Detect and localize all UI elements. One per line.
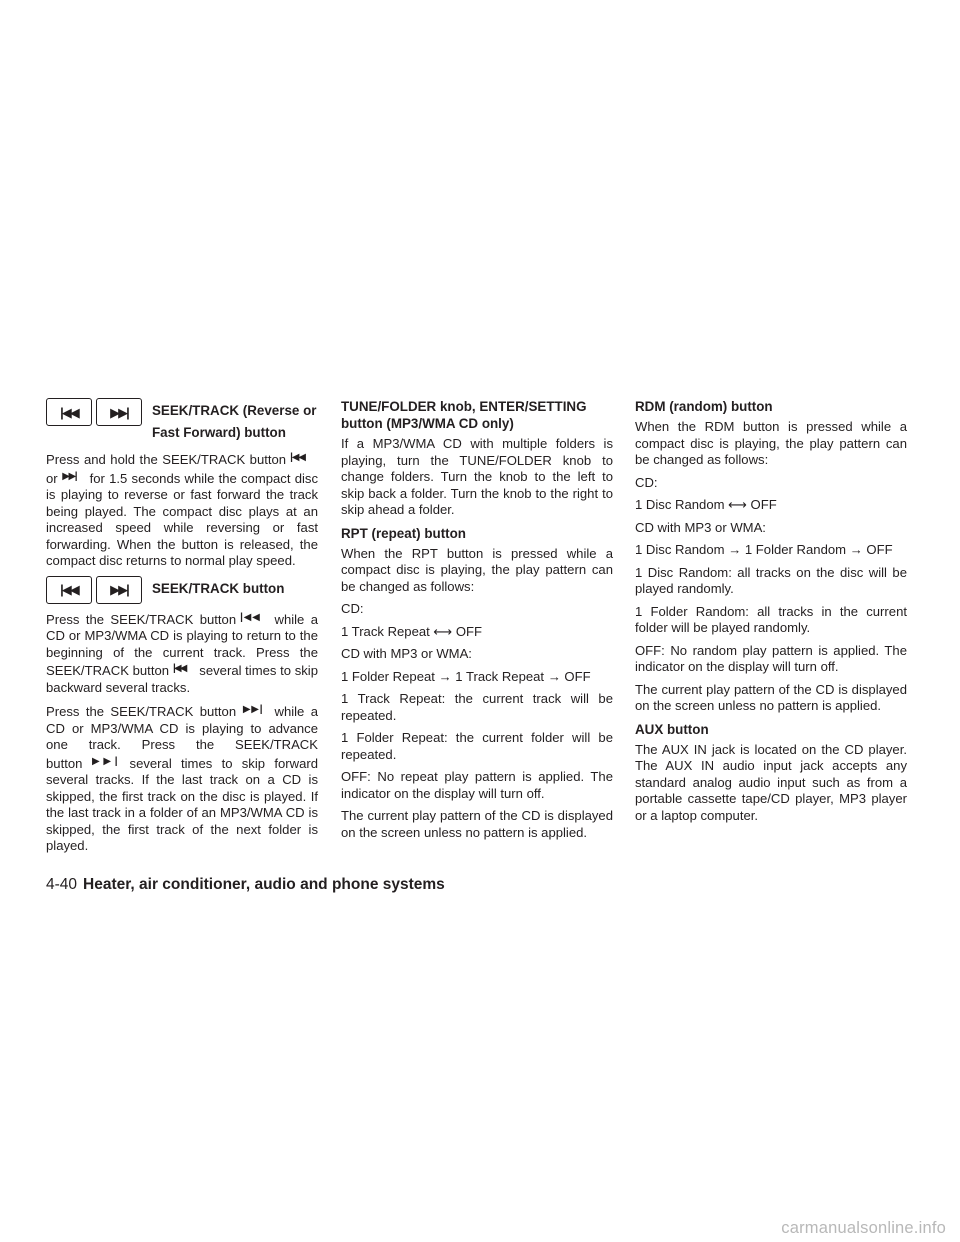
seek-track-heading [46, 398, 318, 444]
paragraph: CD: [635, 474, 658, 490]
skip-back-icon: |◀◀ [46, 576, 92, 604]
skip-forward-icon: ▶▶| [96, 398, 142, 426]
paragraph: 1 Disc Random → 1 Folder Random → OFF [635, 542, 893, 557]
skip-forward-icon: ▶▶| [86, 755, 116, 767]
skip-forward-icon: ▶▶| [61, 470, 76, 482]
text: Press the SEEK/TRACK button [46, 611, 237, 627]
seek-track-button-title: SEEK/TRACK button [152, 580, 285, 596]
paragraph: 1 Track Repeat ⟷ OFF [341, 623, 483, 639]
paragraph: 1 Folder Repeat: the current folder will be repeated. [341, 730, 613, 762]
paragraph: If a MP3/WMA CD with multiple folders is playing, turn the TUNE/FOLDER knob to change folders. Turn the knob to the left to skip back a folder. Turn the knob to the right to skip ahead a folder. [341, 436, 613, 517]
skip-back-icon: |◀◀ [240, 611, 261, 623]
seek-track-button-heading [46, 576, 318, 604]
text: while a CD or MP3/WMA CD is playing to return to the beginning of the current track. Press the SEEK/TRACK button [46, 611, 318, 678]
heading-line-1: SEEK/TRACK (Reverse or [152, 403, 317, 418]
paragraph: CD: [341, 601, 364, 616]
column-middle [341, 398, 613, 847]
paragraph [46, 702, 318, 855]
skip-forward-icon: ▶▶| [240, 704, 261, 715]
text: Press and hold the SEEK/TRACK button [46, 452, 287, 467]
skip-back-icon: |◀◀ [46, 398, 92, 426]
paragraph: When the RPT button is pressed while a compact disc is playing, the play pattern can be changed as follows: [341, 545, 613, 594]
text: or [46, 470, 58, 486]
aux-heading: AUX button [635, 721, 709, 737]
paragraph: CD with MP3 or WMA: [341, 646, 472, 661]
watermark: carmanualsonline.info [781, 1219, 946, 1237]
paragraph: 1 Folder Repeat → 1 Track Repeat → OFF [341, 668, 591, 684]
skip-forward-icon: ▶▶| [96, 576, 142, 604]
text: for 1.5 seconds while the compact disc is playing to reverse or fast forward the track being played. The compact disc plays at an increased speed while reversing or fast forwarding. When the button is released, the compact disc returns to normal play speed. [46, 470, 318, 568]
seek-track-keys [46, 398, 146, 426]
page-number: 4-40 [46, 876, 78, 893]
text: while a CD or MP3/WMA CD is playing to advance one track. Press the SEEK/TRACK button [46, 704, 318, 771]
paragraph: 1 Folder Random: all tracks in the current folder will be played randomly. [635, 603, 907, 635]
text: Press the SEEK/TRACK button [46, 704, 237, 719]
seek-track-heading-title [152, 400, 316, 444]
tune-folder-heading: TUNE/FOLDER knob, ENTER/SETTING button (MP3/WMA CD only) [341, 399, 587, 431]
paragraph: 1 Disc Random: all tracks on the disc will be played randomly. [635, 564, 907, 596]
paragraph [46, 610, 318, 697]
skip-back-icon: |◀◀ [173, 663, 186, 674]
paragraph: The AUX IN jack is located on the CD player. The AUX IN audio input jack accepts any standard analog audio input such as from a portable cassette tape/CD player, MP3 player or a laptop computer. [635, 741, 907, 823]
heading-line-2: Fast Forward) button [152, 425, 286, 440]
rdm-heading: RDM (random) button [635, 399, 773, 414]
column-left [46, 398, 318, 861]
paragraph: The current play pattern of the CD is displayed on the screen unless no pattern is applied. [635, 681, 907, 713]
paragraph [46, 450, 318, 570]
paragraph: 1 Disc Random ⟷ OFF [635, 497, 777, 512]
skip-back-icon: |◀◀ [290, 452, 304, 463]
paragraph: When the RDM button is pressed while a compact disc is playing, the play pattern can be changed as follows: [635, 419, 907, 467]
text: several times to skip backward several tracks. [46, 663, 318, 695]
chapter-title: Heater, air conditioner, audio and phone systems [83, 876, 445, 893]
paragraph: The current play pattern of the CD is displayed on the screen unless no pattern is applied. [341, 808, 613, 840]
paragraph: 1 Track Repeat: the current track will be repeated. [341, 691, 613, 723]
column-right [635, 398, 907, 830]
rpt-heading: RPT (repeat) button [341, 525, 466, 541]
paragraph: CD with MP3 or WMA: [635, 519, 766, 535]
text: several times to skip forward several tracks. If the last track on a CD is skipped, the first track on the disc is played. If the last track in a folder of an MP3/WMA CD is skipped, the first track of the next folder is played. [46, 755, 318, 853]
page-footer [46, 876, 445, 894]
paragraph: OFF: No random play pattern is applied. The indicator on the display will turn off. [635, 642, 907, 674]
seek-track-keys [46, 576, 146, 604]
paragraph: OFF: No repeat play pattern is applied. The indicator on the display will turn off. [341, 769, 613, 801]
